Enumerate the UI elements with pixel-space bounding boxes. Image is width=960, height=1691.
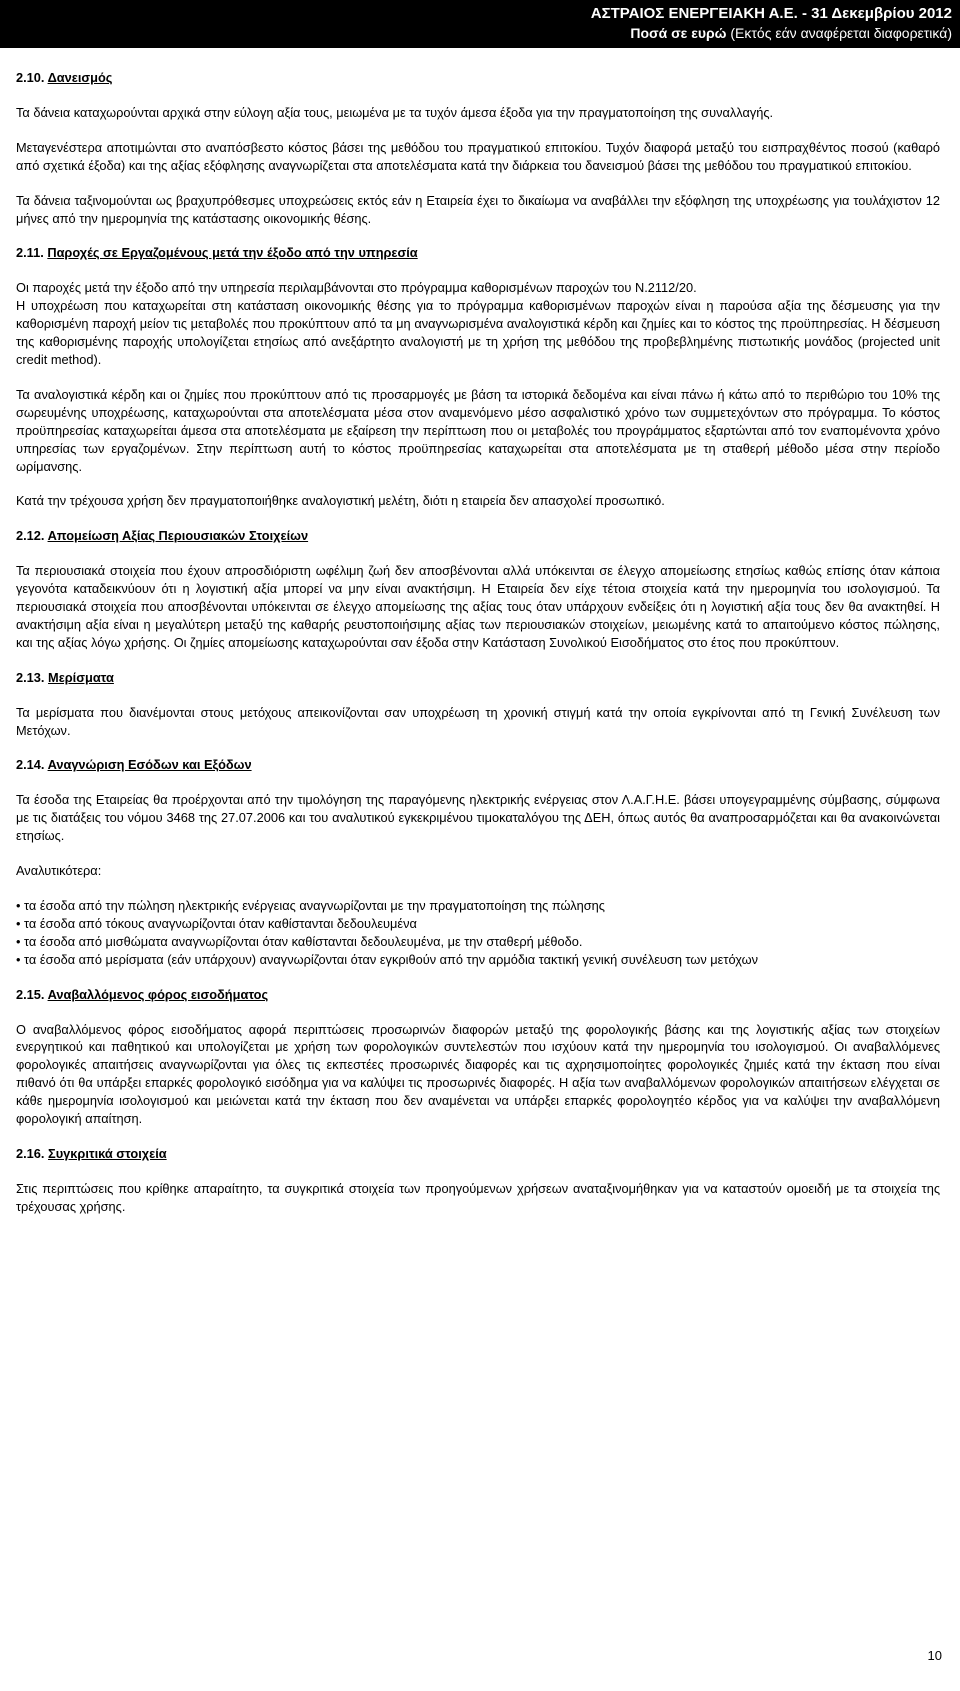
document-body [16, 69, 940, 1216]
paragraph: Τα μερίσματα που διανέμονται στους μετόχους απεικονίζονται σαν υποχρέωση τη χρονική στιγμή κατά την οποία εγκρίνονται από τη Γενική Συνέλευση των Μετόχων. [16, 704, 940, 738]
paragraph: Η υποχρέωση που καταχωρείται στη κατάσταση οικονομικής θέσης για το πρόγραμμα καθορισμένων παροχών είναι η παρούσα αξία της δέσμευσης για την καθορισμένη παροχή μείον τις μεταβολές που προκύπτουν από τα μη αναγνωρισμένα αναλογιστικά κέρδη και ζημίες και το κόστος της προϋπηρεσίας. Η δέσμευση της καθορισμένης παροχής υπολογίζεται ετησίως από ανεξάρτητο αναλογιστή με τη χρήση της μεθόδου της προβεβλημένης πιστωτικής μονάδος (projected unit credit method). [16, 298, 940, 367]
revenue-list [16, 897, 940, 969]
section-2-12-heading [16, 527, 940, 545]
paragraph: Αναλυτικότερα: [16, 863, 102, 879]
paragraph: Τα δάνεια ταξινομούνται ως βραχυπρόθεσμες υποχρεώσεις εκτός εάν η Εταιρεία έχει το δικαίωμα να αναβάλλει την εξόφληση της υποχρέωσης για τουλάχιστον 12 μήνες από την ημερομηνία της κατάστασης οικονομικής θέσης. [16, 192, 940, 226]
section-number: 2.11. [16, 245, 44, 261]
section-number: 2.13. [16, 669, 45, 685]
list-item: • τα έσοδα από μερίσματα (εάν υπάρχουν) αναγνωρίζονται όταν εγκριθούν από την αρμόδια τακτική γενική συνέλευση των μετόχων [16, 951, 758, 967]
paragraph: Κατά την τρέχουσα χρήση δεν πραγματοποιήθηκε αναλογιστική μελέτη, διότι η εταιρεία δεν απασχολεί προσωπικό. [16, 493, 665, 509]
section-title: Συγκριτικά στοιχεία [48, 1145, 167, 1161]
document-header [0, 0, 960, 48]
list-item: • τα έσοδα από την πώληση ηλεκτρικής ενέργειας αναγνωρίζονται με την πραγματοποίηση της πώλησης [16, 898, 605, 913]
list-item: • τα έσοδα από μισθώματα αναγνωρίζονται όταν καθίστανται δεδουλευμένα, με την σταθερή μέθοδο. [16, 933, 583, 949]
section-number: 2.15. [16, 986, 45, 1002]
section-2-13-heading [16, 669, 940, 687]
paragraph: Οι παροχές μετά την έξοδο από την υπηρεσία περιλαμβάνονται στο πρόγραμμα καθορισμένων παροχών του Ν.2112/20. [16, 280, 697, 296]
section-2-14-heading [16, 756, 940, 774]
section-2-15-heading [16, 986, 940, 1004]
currency-bold: Ποσά σε ευρώ [630, 25, 727, 41]
paragraph: Τα δάνεια καταχωρούνται αρχικά στην εύλογη αξία τους, μειωμένα με τα τυχόν άμεσα έξοδα για την πραγματοποίηση της συναλλαγής. [16, 104, 774, 120]
paragraph: Μεταγενέστερα αποτιμώνται στο αναπόσβεστο κόστος βάσει της μεθόδου του πραγματικού επιτοκίου. Τυχόν διαφορά μεταξύ του εισπραχθέντος ποσού (καθαρό από σχετικά έξοδα) και της αξίας εξόφλησης αναγνωρίζεται στα αποτελέσματα κατά την διάρκεια του δανεισμού βάσει της μεθόδου του πραγματικού επιτοκίου. [16, 139, 940, 173]
paragraph: Τα έσοδα της Εταιρείας θα προέρχονται από την τιμολόγηση της παραγόμενης ηλεκτρικής ενέργειας στον Λ.Α.Γ.Η.Ε. βάσει υπογεγραμμένης σύμβασης, σύμφωνα με τις διατάξεις του νόμου 3468 της 27.07.2006 και του αναλυτικού εγκεκριμένου τιμοκαταλόγου της ΔΕΗ, όπως αυτός θα αναπροσαρμόζεται και θα ανακοινώνεται ετησίως. [16, 792, 940, 844]
section-title: Δανεισμός [47, 70, 113, 85]
section-number: 2.16. [16, 1145, 45, 1161]
paragraph: Στις περιπτώσεις που κρίθηκε απαραίτητο, τα συγκριτικά στοιχεία των προηγούμενων χρήσεων αναταξινομήθηκαν για να καταστούν ομοειδή με τα στοιχεία της τρέχουσας χρήσης. [16, 1180, 940, 1214]
section-number: 2.14. [16, 757, 45, 773]
currency-line [0, 24, 952, 43]
paragraph: Ο αναβαλλόμενος φόρος εισοδήματος αφορά περιπτώσεις προσωρινών διαφορών μεταξύ της φορολογικής βάσης και της λογιστικής αξίας των στοιχείων ενεργητικού και παθητικού και υπολογίζεται με χρήση των φορολογικών συντελεστών που ισχύουν κατά την ημερομηνία του ισολογισμού. Οι αναβαλλόμενες φορολογικές απαιτήσεις αναγνωρίζονται για όλες τις εκπεστέες προσωρινές διαφορές και τις αχρησιμοποίητες φορολογικές ζημιές κατά την έκταση που είναι πιθανό ότι θα υπάρξει επαρκές φορολογικό εισόδημα για να καλύψει τις προσωρινές διαφορές. Η αξία των αναβαλλόμενων φορολογικών απαιτήσεων ελέγχεται σε κάθε ημερομηνία ισολογισμού και μειώνεται κατά την έκταση που δεν αναμένεται να υπάρξει επαρκές φορολογητέο κέρδος για να καλύψει την αναβαλλόμενη φορολογική απαίτηση. [16, 1021, 940, 1127]
section-title: Παροχές σε Εργαζομένους μετά την έξοδο από την υπηρεσία [47, 245, 418, 261]
section-title: Αναγνώριση Εσόδων και Εξόδων [47, 757, 252, 773]
paragraph: Τα αναλογιστικά κέρδη και οι ζημίες που προκύπτουν από τις προσαρμογές με βάση τα ιστορικά δεδομένα και είναι πάνω ή κάτω από το περιθώριο του 10% της σωρευμένης υποχρέωσης, καταχωρούνται στα αποτελέσματα μέσα στον αναμενόμενο μέσο ασφαλιστικό χρόνο των συμμετεχόντων στο πρόγραμμα. Το κόστος προϋπηρεσίας καταχωρείται άμεσα στα αποτελέσματα με εξαίρεση την περίπτωση που οι μεταβολές του προγράμματος εξαρτώνται από τον εναπομένοντα χρόνο υπηρεσίας των εργαζομένων. Στην περίπτωση αυτή το κόστος προϋπηρεσίας καταχωρείται στα αποτελέσματα με τη σταθερή μέθοδο μέσα στην περίοδο ωρίμανσης. [16, 386, 940, 474]
company-title: ΑΣΤΡΑΙΟΣ ΕΝΕΡΓΕΙΑΚΗ Α.Ε. - 31 Δεκεμβρίου 2012 [590, 5, 952, 22]
page-number: 10 [927, 1648, 942, 1663]
section-title: Αναβαλλόμενος φόρος εισοδήματος [47, 986, 269, 1002]
section-title: Μερίσματα [48, 669, 114, 685]
currency-note: (Εκτός εάν αναφέρεται διαφορετικά) [730, 25, 952, 41]
list-item: • τα έσοδα από τόκους αναγνωρίζονται όταν καθίστανται δεδουλευμένα [16, 915, 417, 931]
section-2-16-heading [16, 1145, 940, 1163]
section-number: 2.12. [16, 528, 45, 544]
section-2-11-heading [16, 244, 940, 262]
section-2-10-heading [16, 69, 940, 87]
section-title: Απομείωση Αξίας Περιουσιακών Στοιχείων [47, 528, 309, 544]
paragraph: Τα περιουσιακά στοιχεία που έχουν απροσδιόριστη ωφέλιμη ζωή δεν αποσβένονται αλλά υπόκεινται σε έλεγχο απομείωσης ετησίως καθώς επίσης όταν κάποια γεγονότα καταδεικνύουν ότι η λογιστική αξία μπορεί να μην είναι ανακτήσιμη. Η Εταιρεία δεν είχε τέτοια στοιχεία κατά την ημερομηνία του ισολογισμού. Τα περιουσιακά στοιχεία που αποσβένονται υπόκεινται σε έλεγχο απομείωσης της αξίας τους όταν υπάρχουν ενδείξεις ότι η λογιστική αξία τους δεν θα ανακτηθεί. Η ανακτήσιμη αξία είναι η μεγαλύτερη μεταξύ της καθαρής ρευστοποιήσιμης αξίας των περιουσιακών στοιχείων, μειωμένης κατά το απαιτούμενο κόστος πώλησης, και της αξίας λόγω χρήσης. Οι ζημίες απομείωσης καταχωρούνται σαν έξοδα στην Κατάσταση Συνολικού Εισοδήματος στο έτος που προκύπτουν. [16, 563, 940, 650]
section-number: 2.10. [16, 70, 45, 85]
